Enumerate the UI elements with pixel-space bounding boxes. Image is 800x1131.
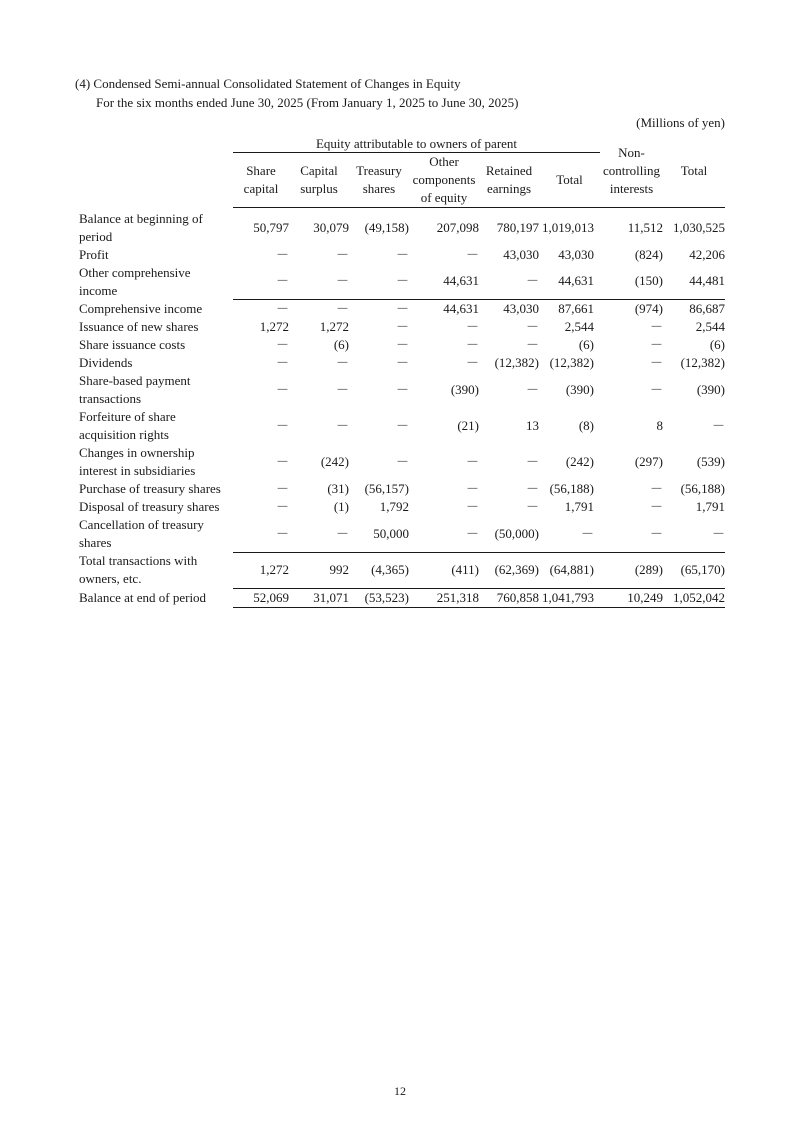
table-row bbox=[79, 444, 725, 480]
page-number: 12 bbox=[394, 1084, 406, 1098]
table-cell: － bbox=[275, 355, 289, 370]
column-header-line: components bbox=[412, 172, 476, 187]
table-cell: (390) bbox=[450, 382, 479, 397]
parent-equity-group-header: Equity attributable to owners of parent bbox=[233, 134, 600, 153]
column-header-line: Retained bbox=[485, 163, 533, 178]
table-row bbox=[79, 246, 725, 264]
table-cell: － bbox=[335, 355, 349, 370]
row-label-line: Profit bbox=[79, 246, 109, 262]
table-cell: 42,206 bbox=[689, 246, 725, 262]
table-cell: － bbox=[275, 418, 289, 433]
row-label-line: acquisition rights bbox=[79, 427, 169, 442]
table-cell: (297) bbox=[634, 454, 663, 469]
table-cell: 31,071 bbox=[289, 588, 349, 607]
column-header-line: Non- bbox=[618, 144, 645, 160]
table-cell: (411) bbox=[409, 552, 479, 588]
table-cell: － bbox=[275, 273, 289, 289]
column-header-line: Total bbox=[680, 162, 708, 178]
table-cell: 992 bbox=[289, 552, 349, 588]
statement-period: For the six months ended June 30, 2025 (From January 1, 2025 to June 30, 2025) bbox=[96, 95, 519, 110]
table-cell: － bbox=[335, 246, 349, 262]
label-header bbox=[79, 134, 233, 208]
row-label-line: Share issuance costs bbox=[79, 337, 186, 352]
table-cell: － bbox=[395, 454, 409, 469]
table-cell: (824) bbox=[634, 246, 663, 262]
table-cell: (21) bbox=[457, 418, 479, 433]
table-cell: 8 bbox=[656, 418, 663, 433]
table-cell: － bbox=[395, 273, 409, 289]
table-cell: － bbox=[649, 337, 663, 352]
row-label-line: Dividends bbox=[79, 355, 133, 370]
table-cell: 10,249 bbox=[600, 588, 663, 607]
table-cell: － bbox=[275, 481, 289, 496]
row-label bbox=[79, 336, 233, 354]
table-row bbox=[79, 408, 725, 444]
table-cell: － bbox=[649, 355, 663, 370]
table-cell: (64,881) bbox=[539, 552, 600, 588]
row-label bbox=[79, 208, 233, 246]
row-label-line: Other comprehensive bbox=[79, 264, 191, 280]
column-header bbox=[663, 134, 725, 208]
row-label bbox=[79, 480, 233, 498]
table-cell: 86,687 bbox=[663, 300, 725, 319]
table-cell: － bbox=[649, 525, 663, 541]
table-cell: 760,858 bbox=[479, 588, 539, 607]
row-label bbox=[79, 516, 233, 552]
table-row bbox=[79, 516, 725, 552]
table-cell: 2,544 bbox=[695, 319, 725, 334]
column-header-line: earnings bbox=[486, 181, 532, 196]
table-cell: (390) bbox=[565, 382, 594, 397]
table-row bbox=[79, 552, 725, 588]
table-cell: (1) bbox=[333, 499, 349, 514]
table-cell: － bbox=[349, 300, 409, 319]
table-cell: 11,512 bbox=[627, 219, 663, 235]
table-cell: － bbox=[395, 382, 409, 397]
table-cell: － bbox=[275, 525, 289, 541]
table-row bbox=[79, 372, 725, 408]
column-header bbox=[600, 134, 663, 208]
column-header-line: Share bbox=[246, 163, 276, 178]
table-cell: 1,030,525 bbox=[673, 219, 725, 235]
table-cell: － bbox=[649, 319, 663, 334]
table-cell: (56,157) bbox=[364, 481, 409, 496]
table-cell: 43,030 bbox=[558, 246, 594, 262]
table-row bbox=[79, 208, 725, 246]
table-cell: 1,792 bbox=[379, 499, 409, 514]
table-cell: 50,797 bbox=[253, 219, 289, 235]
table-cell: (974) bbox=[600, 300, 663, 319]
table-cell: － bbox=[711, 525, 725, 541]
table-cell: 13 bbox=[526, 418, 539, 433]
column-header bbox=[233, 153, 289, 208]
table-cell: － bbox=[649, 481, 663, 496]
row-label-line: Total transactions with bbox=[79, 553, 198, 568]
table-cell: 87,661 bbox=[539, 300, 600, 319]
table-cell: － bbox=[395, 319, 409, 334]
row-label bbox=[79, 408, 233, 444]
table-cell: (50,000) bbox=[494, 525, 539, 541]
table-cell: (49,158) bbox=[364, 219, 409, 235]
row-label-line: period bbox=[79, 228, 113, 244]
table-row bbox=[79, 498, 725, 516]
table-cell: (390) bbox=[696, 382, 725, 397]
table-cell: (4,365) bbox=[349, 552, 409, 588]
table-cell: － bbox=[233, 300, 289, 319]
row-label-line: Balance at end of period bbox=[79, 589, 207, 605]
table-row bbox=[79, 588, 725, 607]
table-cell: (56,188) bbox=[680, 481, 725, 496]
row-label-line: interest in subsidiaries bbox=[79, 463, 196, 478]
table-cell: － bbox=[335, 525, 349, 541]
table-cell: 1,272 bbox=[319, 319, 349, 334]
table-cell: － bbox=[275, 454, 289, 469]
row-label bbox=[79, 300, 233, 319]
table-row bbox=[79, 336, 725, 354]
table-cell: － bbox=[465, 337, 479, 352]
table-cell: － bbox=[289, 300, 349, 319]
table-cell: (53,523) bbox=[349, 588, 409, 607]
column-header-line: shares bbox=[362, 181, 396, 196]
column-header bbox=[539, 153, 600, 208]
table-cell: 2,544 bbox=[564, 319, 594, 334]
row-label bbox=[79, 552, 233, 588]
table-row bbox=[79, 480, 725, 498]
table-cell: － bbox=[395, 418, 409, 433]
row-label bbox=[79, 318, 233, 336]
table-cell: － bbox=[395, 355, 409, 370]
table-row bbox=[79, 300, 725, 319]
table-cell: (12,382) bbox=[680, 355, 725, 370]
row-label-line: Balance at beginning of bbox=[79, 210, 203, 226]
row-label bbox=[79, 498, 233, 516]
row-label-line: Issuance of new shares bbox=[79, 319, 199, 334]
row-label-line: transactions bbox=[79, 391, 142, 406]
table-row bbox=[79, 264, 725, 300]
table-cell: 1,052,042 bbox=[663, 588, 725, 607]
equity-changes-table bbox=[79, 134, 725, 608]
table-row bbox=[79, 354, 725, 372]
column-header bbox=[349, 153, 409, 208]
unit-note: (Millions of yen) bbox=[636, 115, 725, 130]
column-header-line: Capital bbox=[300, 163, 338, 178]
table-cell: － bbox=[525, 319, 539, 334]
table-cell: 1,019,013 bbox=[542, 219, 594, 235]
table-cell: (56,188) bbox=[549, 481, 594, 496]
table-cell: － bbox=[275, 382, 289, 397]
table-cell: 43,030 bbox=[503, 246, 539, 262]
statement-title: (4) Condensed Semi-annual Consolidated Statement of Changes in Equity bbox=[75, 76, 461, 91]
table-cell: (6) bbox=[333, 337, 349, 352]
table-cell: 207,098 bbox=[436, 219, 479, 235]
table-cell: 44,631 bbox=[558, 273, 594, 289]
table-cell: (242) bbox=[565, 454, 594, 469]
column-header-line: Other bbox=[429, 154, 459, 169]
table-cell: 1,791 bbox=[564, 499, 594, 514]
table-cell: － bbox=[465, 525, 479, 541]
table-cell: 43,030 bbox=[479, 300, 539, 319]
column-header bbox=[289, 153, 349, 208]
table-cell: 50,000 bbox=[373, 525, 409, 541]
table-cell: － bbox=[525, 337, 539, 352]
column-header bbox=[479, 153, 539, 208]
table-cell: － bbox=[275, 499, 289, 514]
table-cell: － bbox=[335, 273, 349, 289]
table-cell: (539) bbox=[696, 454, 725, 469]
column-header bbox=[409, 153, 479, 208]
table-cell: (6) bbox=[709, 337, 725, 352]
table-cell: (289) bbox=[600, 552, 663, 588]
row-label-line: income bbox=[79, 282, 118, 298]
table-row bbox=[79, 318, 725, 336]
row-label-line: owners, etc. bbox=[79, 571, 142, 586]
table-cell: 30,079 bbox=[313, 219, 349, 235]
row-label bbox=[79, 264, 233, 300]
row-label-line: shares bbox=[79, 535, 112, 550]
row-label bbox=[79, 246, 233, 264]
row-label bbox=[79, 354, 233, 372]
row-label bbox=[79, 372, 233, 408]
table-cell: (6) bbox=[578, 337, 594, 352]
column-header-line: Total bbox=[556, 172, 583, 187]
table-cell: － bbox=[525, 499, 539, 514]
table-cell: (8) bbox=[578, 418, 594, 433]
table-cell: － bbox=[580, 525, 594, 541]
table-cell: － bbox=[335, 382, 349, 397]
table-cell: － bbox=[335, 418, 349, 433]
table-cell: － bbox=[275, 246, 289, 262]
table-cell: － bbox=[525, 454, 539, 469]
table-body bbox=[79, 208, 725, 608]
table-cell: － bbox=[711, 418, 725, 433]
table-cell: 1,272 bbox=[259, 319, 289, 334]
column-header-line: Treasury bbox=[356, 163, 402, 178]
row-label-line: Forfeiture of share bbox=[79, 409, 176, 424]
table-cell: － bbox=[525, 481, 539, 496]
row-label-line: Purchase of treasury shares bbox=[79, 481, 221, 496]
column-header-line: surplus bbox=[300, 181, 338, 196]
table-cell: － bbox=[465, 454, 479, 469]
table-cell: － bbox=[395, 246, 409, 262]
table-cell: － bbox=[465, 481, 479, 496]
row-label-line: Disposal of treasury shares bbox=[79, 499, 220, 514]
table-cell: 44,631 bbox=[443, 273, 479, 289]
row-label bbox=[79, 588, 233, 607]
row-label-line: Comprehensive income bbox=[79, 300, 203, 316]
table-cell: 44,481 bbox=[689, 273, 725, 289]
table-cell: － bbox=[649, 499, 663, 514]
table-cell: 1,041,793 bbox=[539, 588, 600, 607]
column-header-line: of equity bbox=[420, 190, 468, 205]
table-cell: － bbox=[465, 246, 479, 262]
table-cell: (12,382) bbox=[549, 355, 594, 370]
column-header-line: capital bbox=[243, 181, 279, 196]
column-header-line: interests bbox=[609, 180, 654, 196]
table-cell: － bbox=[465, 499, 479, 514]
table-cell: － bbox=[525, 273, 539, 289]
row-label-line: Cancellation of treasury bbox=[79, 517, 204, 532]
column-header-line: controlling bbox=[602, 162, 661, 178]
table-cell: 1,791 bbox=[695, 499, 725, 514]
table-cell: (242) bbox=[320, 454, 349, 469]
table-cell: 52,069 bbox=[233, 588, 289, 607]
table-cell: (12,382) bbox=[494, 355, 539, 370]
row-label-line: Changes in ownership bbox=[79, 445, 195, 460]
table-cell: － bbox=[275, 337, 289, 352]
table-cell: (31) bbox=[327, 481, 349, 496]
table-cell: － bbox=[465, 319, 479, 334]
row-label bbox=[79, 444, 233, 480]
table-cell: (150) bbox=[634, 273, 663, 289]
table-cell: 251,318 bbox=[409, 588, 479, 607]
table-cell: － bbox=[395, 337, 409, 352]
table-cell: (65,170) bbox=[663, 552, 725, 588]
table-cell: － bbox=[649, 382, 663, 397]
table-cell: 44,631 bbox=[409, 300, 479, 319]
table-cell: 780,197 bbox=[496, 219, 539, 235]
row-label-line: Share-based payment bbox=[79, 373, 191, 388]
table-cell: － bbox=[525, 382, 539, 397]
table-cell: (62,369) bbox=[479, 552, 539, 588]
table-cell: － bbox=[465, 355, 479, 370]
table-cell: 1,272 bbox=[233, 552, 289, 588]
